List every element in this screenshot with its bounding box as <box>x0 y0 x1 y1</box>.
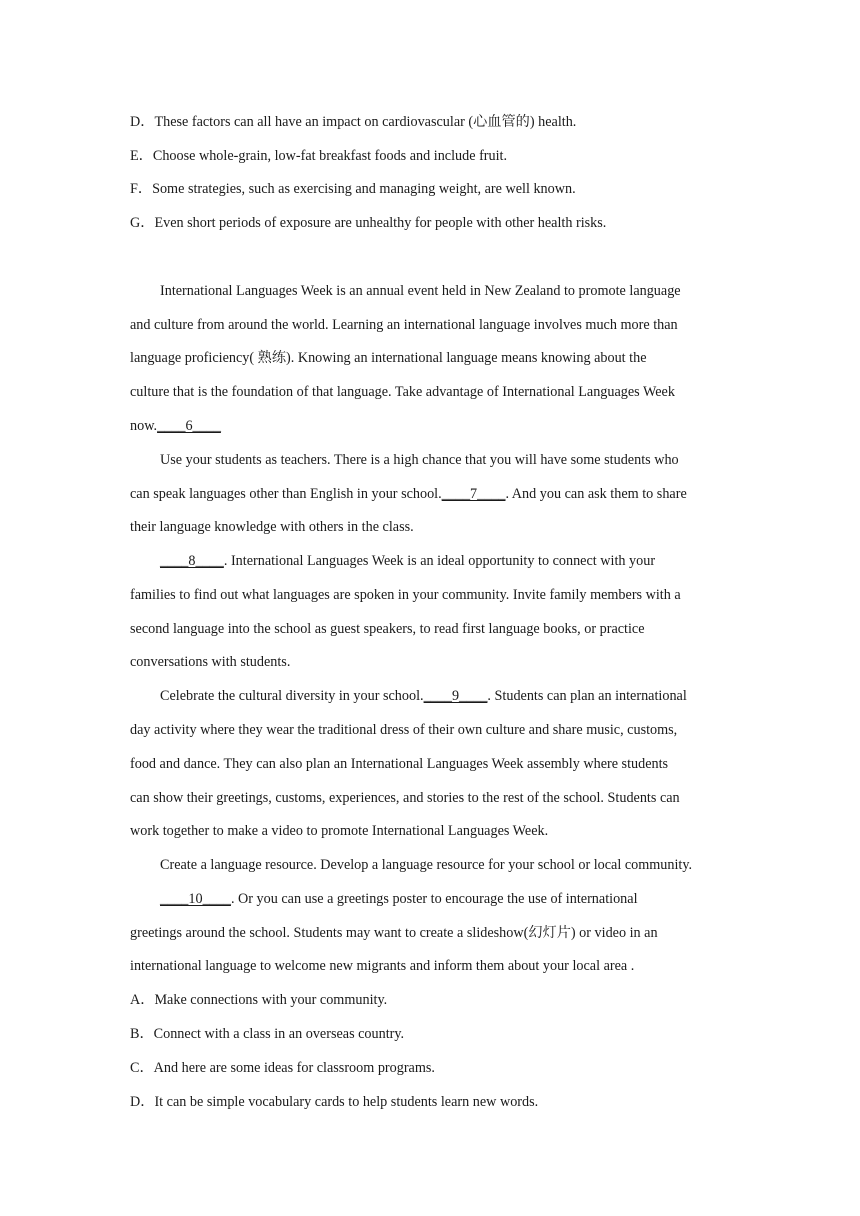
blank-7[interactable]: ____7____ <box>441 486 506 502</box>
blank-10[interactable]: ____10____ <box>160 891 231 907</box>
option-text: Some strategies, such as exercising and managing weight, are well known. <box>152 181 576 197</box>
paragraph-line: culture that is the foundation of that language. Take advantage of International Languages Week <box>130 384 675 400</box>
paragraph-line <box>130 416 221 436</box>
option-text: Even short periods of exposure are unhealthy for people with other health risks. <box>154 215 607 231</box>
paragraph-line <box>160 889 638 909</box>
option-f <box>130 179 576 199</box>
line-text: . And you can ask them to share <box>505 486 687 502</box>
paragraph-line: day activity where they wear the traditional dress of their own culture and share music, customs, <box>130 722 678 738</box>
paragraph-line: Use your students as teachers. There is a high chance that you will have some students who <box>160 452 679 468</box>
blank-9[interactable]: ____9____ <box>423 688 488 704</box>
option-g <box>130 213 606 233</box>
paragraph-line: can show their greetings, customs, experiences, and stories to the rest of the school. Students can <box>130 790 680 806</box>
paragraph-line <box>160 686 687 706</box>
option-e <box>130 146 507 166</box>
option-text: These factors can all have an impact on cardiovascular (心血管的) health. <box>154 114 577 130</box>
paragraph-line: families to find out what languages are spoken in your community. Invite family members with a <box>130 587 681 603</box>
paragraph-line: and culture from around the world. Learning an international language involves much more than <box>130 317 678 333</box>
paragraph-line: International Languages Week is an annual event held in New Zealand to promote language <box>160 283 681 299</box>
option-letter: E． <box>130 148 153 164</box>
option-letter: D． <box>130 1094 155 1110</box>
paragraph-line: their language knowledge with others in the class. <box>130 519 414 535</box>
option-d-bottom <box>130 1092 538 1112</box>
option-b <box>130 1024 404 1044</box>
line-text: can speak languages other than English in your school. <box>130 486 442 502</box>
line-text: . International Languages Week is an ideal opportunity to connect with your <box>223 553 656 569</box>
option-letter: G． <box>130 215 155 231</box>
option-d <box>130 112 576 132</box>
option-letter: F． <box>130 181 153 197</box>
option-letter: D． <box>130 114 155 130</box>
blank-8[interactable]: ____8____ <box>160 553 224 569</box>
line-text: Celebrate the cultural diversity in your school. <box>160 688 424 704</box>
option-letter: C． <box>130 1060 154 1076</box>
line-text: . Students can plan an international <box>487 688 687 704</box>
paragraph-line: international language to welcome new migrants and inform them about your local area . <box>130 958 635 974</box>
paragraph-line: second language into the school as guest speakers, to read first language books, or practice <box>130 621 645 637</box>
line-text: now. <box>130 418 158 434</box>
option-text: And here are some ideas for classroom programs. <box>153 1060 435 1076</box>
option-text: Choose whole-grain, low-fat breakfast foods and include fruit. <box>152 148 508 164</box>
option-text: Connect with a class in an overseas country. <box>153 1026 405 1042</box>
paragraph-line: greetings around the school. Students may want to create a slideshow(幻灯片) or video in an <box>130 925 658 941</box>
paragraph-line: food and dance. They can also plan an International Languages Week assembly where students <box>130 756 669 772</box>
blank-6[interactable]: ____6____ <box>157 418 221 434</box>
paragraph-line <box>160 551 655 571</box>
paragraph-line: Create a language resource. Develop a language resource for your school or local community. <box>160 857 693 873</box>
option-letter: A． <box>130 992 155 1008</box>
option-c <box>130 1058 435 1078</box>
line-text: . Or you can use a greetings poster to encourage the use of international <box>230 891 638 907</box>
option-text: Make connections with your community. <box>154 992 388 1008</box>
paragraph-line: conversations with students. <box>130 654 291 670</box>
paragraph-line <box>130 484 687 504</box>
paragraph-line: work together to make a video to promote International Languages Week. <box>130 823 549 839</box>
option-letter: B． <box>130 1026 154 1042</box>
option-a <box>130 990 387 1010</box>
option-text: It can be simple vocabulary cards to help students learn new words. <box>154 1094 539 1110</box>
paragraph-line: language proficiency( 熟练). Knowing an international language means knowing about the <box>130 350 647 366</box>
